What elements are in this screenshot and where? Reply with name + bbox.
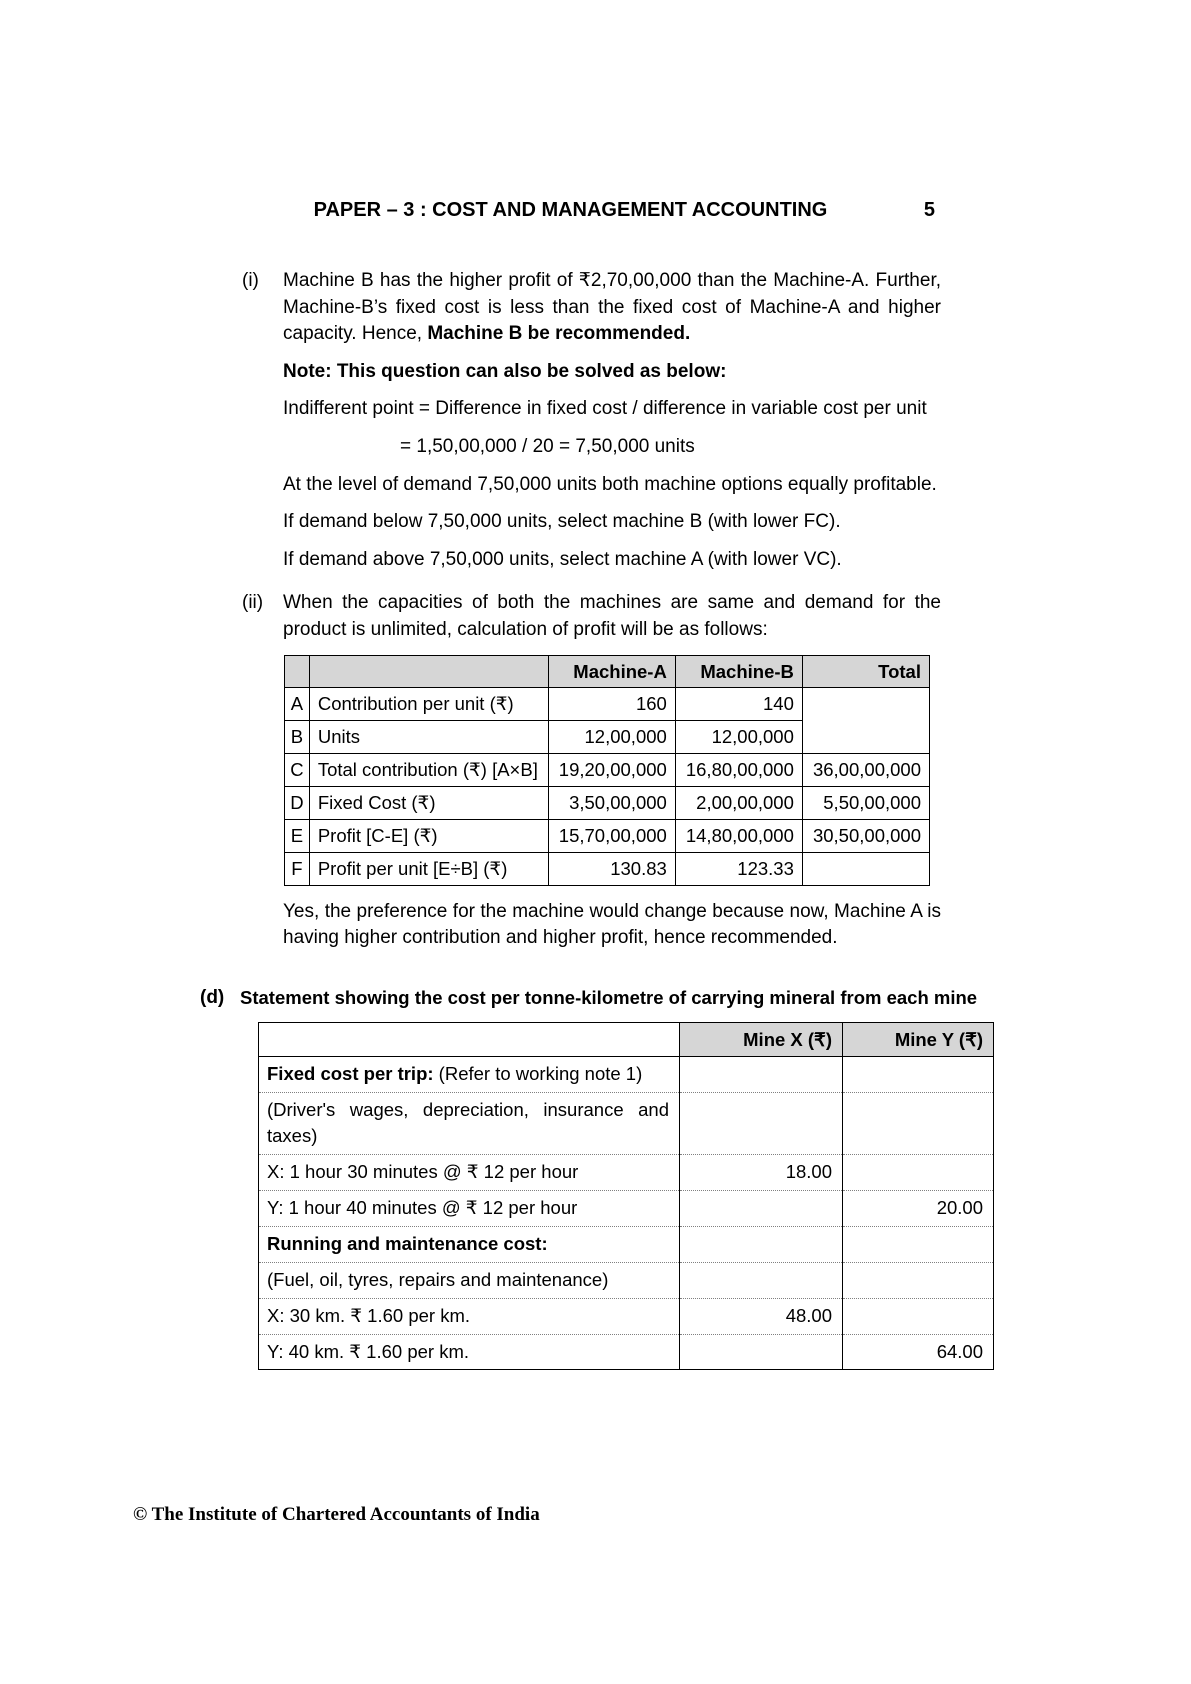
cell-label: Profit [C-E] (₹) [309,819,548,852]
section-i-label: (i) [242,270,259,291]
table-row-fixed-cost-heading [259,1057,994,1093]
cell-mine-x [680,1334,843,1370]
header-blank-key [285,655,310,688]
cell-mine-y [843,1155,994,1191]
table-row-x-running [259,1298,994,1334]
section-ii-body [283,590,941,963]
header-mine-y: Mine Y (₹) [843,1022,994,1057]
cell-description [259,1191,680,1227]
cell-key: E [285,819,310,852]
description-text: Y: 1 hour 40 minutes @ ₹ 12 per hour [267,1197,578,1218]
demand-above-line: If demand above 7,50,000 units, select machine A (with lower VC). [283,548,842,570]
cell-description [259,1155,680,1191]
cell-total: 36,00,00,000 [802,754,929,787]
header-mine-x: Mine X (₹) [680,1022,843,1057]
mine-cost-table [258,1022,994,1371]
table-row-fuel [259,1262,994,1298]
cell-machine-b: 16,80,00,000 [675,754,802,787]
cell-description [259,1334,680,1370]
cell-machine-a: 130.83 [548,852,675,885]
page-title: PAPER – 3 : COST AND MANAGEMENT ACCOUNTING [313,199,828,221]
indifferent-point-line: Indifferent point = Difference in fixed cost / difference in variable cost per unit [283,398,927,420]
cell-key: B [285,721,310,754]
cell-mine-y [843,1093,994,1155]
header-blank-desc [259,1022,680,1057]
cell-description [259,1226,680,1262]
description-text: X: 30 km. ₹ 1.60 per km. [267,1304,471,1326]
cell-machine-a: 3,50,00,000 [548,787,675,820]
table-row-f [285,852,930,885]
table-row-drivers-wages [259,1093,994,1155]
paragraph-machine-b-profit [283,268,941,348]
section-d-body [240,985,978,1012]
cell-mine-x: 48.00 [680,1298,843,1334]
table-row-running-heading [259,1226,994,1262]
section-i-body [283,268,941,584]
section-i [242,268,941,584]
section-d-label: (d) [200,986,225,1008]
description-text: Y: 40 km. ₹ 1.60 per km. [267,1340,469,1362]
cell-total [802,852,929,885]
cell-machine-b: 2,00,00,000 [675,787,802,820]
cell-mine-x [680,1093,843,1155]
table-header-row [259,1022,994,1057]
cell-key: F [285,852,310,885]
cell-label: Contribution per unit (₹) [309,688,548,721]
cell-machine-b: 14,80,00,000 [675,819,802,852]
cell-key: A [285,688,310,721]
table-row-y-running [259,1334,994,1370]
cell-mine-y: 64.00 [843,1334,994,1370]
page-header [200,196,941,224]
section-ii [242,590,941,963]
cell-mine-x: 18.00 [680,1155,843,1191]
header-blank-label [309,655,548,688]
cell-label: Fixed Cost (₹) [309,787,548,820]
demand-equal-line: At the level of demand 7,50,000 units both machine options equally profitable. [283,473,937,495]
cell-mine-x [680,1191,843,1227]
cell-description [259,1093,680,1155]
cell-machine-a: 15,70,00,000 [548,819,675,852]
section-d-title: Statement showing the cost per tonne-kilometre of carrying mineral from each mine [240,986,978,1008]
cell-label: Units [309,721,548,754]
cell-total: 5,50,00,000 [802,787,929,820]
document-page [200,196,983,1370]
profit-comparison-table [284,655,930,886]
cell-mine-y [843,1057,994,1093]
table-row-d [285,787,930,820]
cell-machine-a: 19,20,00,000 [548,754,675,787]
description-text: (Refer to working note 1) [433,1063,643,1085]
table-header-row [285,655,930,688]
cell-total [802,688,929,754]
paragraph-conclusion: Yes, the preference for the machine would change because now, Machine A is having higher contribution and higher profit, hence recommended. [283,900,941,949]
description-text: X: 1 hour 30 minutes @ ₹ 12 per hour [267,1161,579,1183]
description-text: (Fuel, oil, tyres, repairs and maintenance) [267,1268,609,1290]
header-machine-b: Machine-B [675,655,802,688]
table-row-x-fixed [259,1155,994,1191]
cell-mine-y [843,1298,994,1334]
cell-total: 30,50,00,000 [802,819,929,852]
cell-mine-x [680,1057,843,1093]
cell-machine-a: 12,00,000 [548,721,675,754]
cell-machine-a: 160 [548,688,675,721]
cell-machine-b: 123.33 [675,852,802,885]
cell-label: Total contribution (₹) [A×B] [309,754,548,787]
page-number: 5 [923,199,935,221]
cell-mine-x [680,1262,843,1298]
section-d [200,985,978,1012]
cell-description [259,1298,680,1334]
table-row-c [285,754,930,787]
header-machine-a: Machine-A [548,655,675,688]
cell-mine-x [680,1226,843,1262]
note-heading: Note: This question can also be solved as below: [283,360,727,382]
table-row-e [285,819,930,852]
section-ii-label: (ii) [242,592,264,614]
paragraph-bold-conclusion: Machine B be recommended. [427,323,691,345]
paragraph-capacities: When the capacities of both the machines are same and demand for the product is unlimited, calculation of profit will be as follows: [283,592,941,640]
cell-description [259,1057,680,1093]
paragraph-text: Machine B has the higher profit of ₹2,70,00,000 than the Machine-A. Further, Machine-B’s fixed cost is less than the fixed cost of Machine-A and higher capacity. Hence, [283,270,941,345]
cell-key: C [285,754,310,787]
description-bold: Running and maintenance cost: [267,1232,548,1254]
header-total: Total [802,655,929,688]
cell-mine-y [843,1226,994,1262]
cell-key: D [285,787,310,820]
cell-description [259,1262,680,1298]
indifferent-point-calc: = 1,50,00,000 / 20 = 7,50,000 units [400,435,695,457]
cell-label: Profit per unit [E÷B] (₹) [309,852,548,885]
table-row-a [285,688,930,721]
cell-mine-y: 20.00 [843,1191,994,1227]
cell-mine-y [843,1262,994,1298]
copyright-footer: © The Institute of Chartered Accountants of India [133,1504,540,1525]
cell-machine-b: 140 [675,688,802,721]
demand-below-line: If demand below 7,50,000 units, select machine B (with lower FC). [283,511,841,533]
description-bold: Fixed cost per trip: [267,1063,434,1085]
table-row-y-fixed [259,1191,994,1227]
cell-machine-b: 12,00,000 [675,721,802,754]
description-text: (Driver's wages, depreciation, insurance and taxes) [267,1099,669,1147]
